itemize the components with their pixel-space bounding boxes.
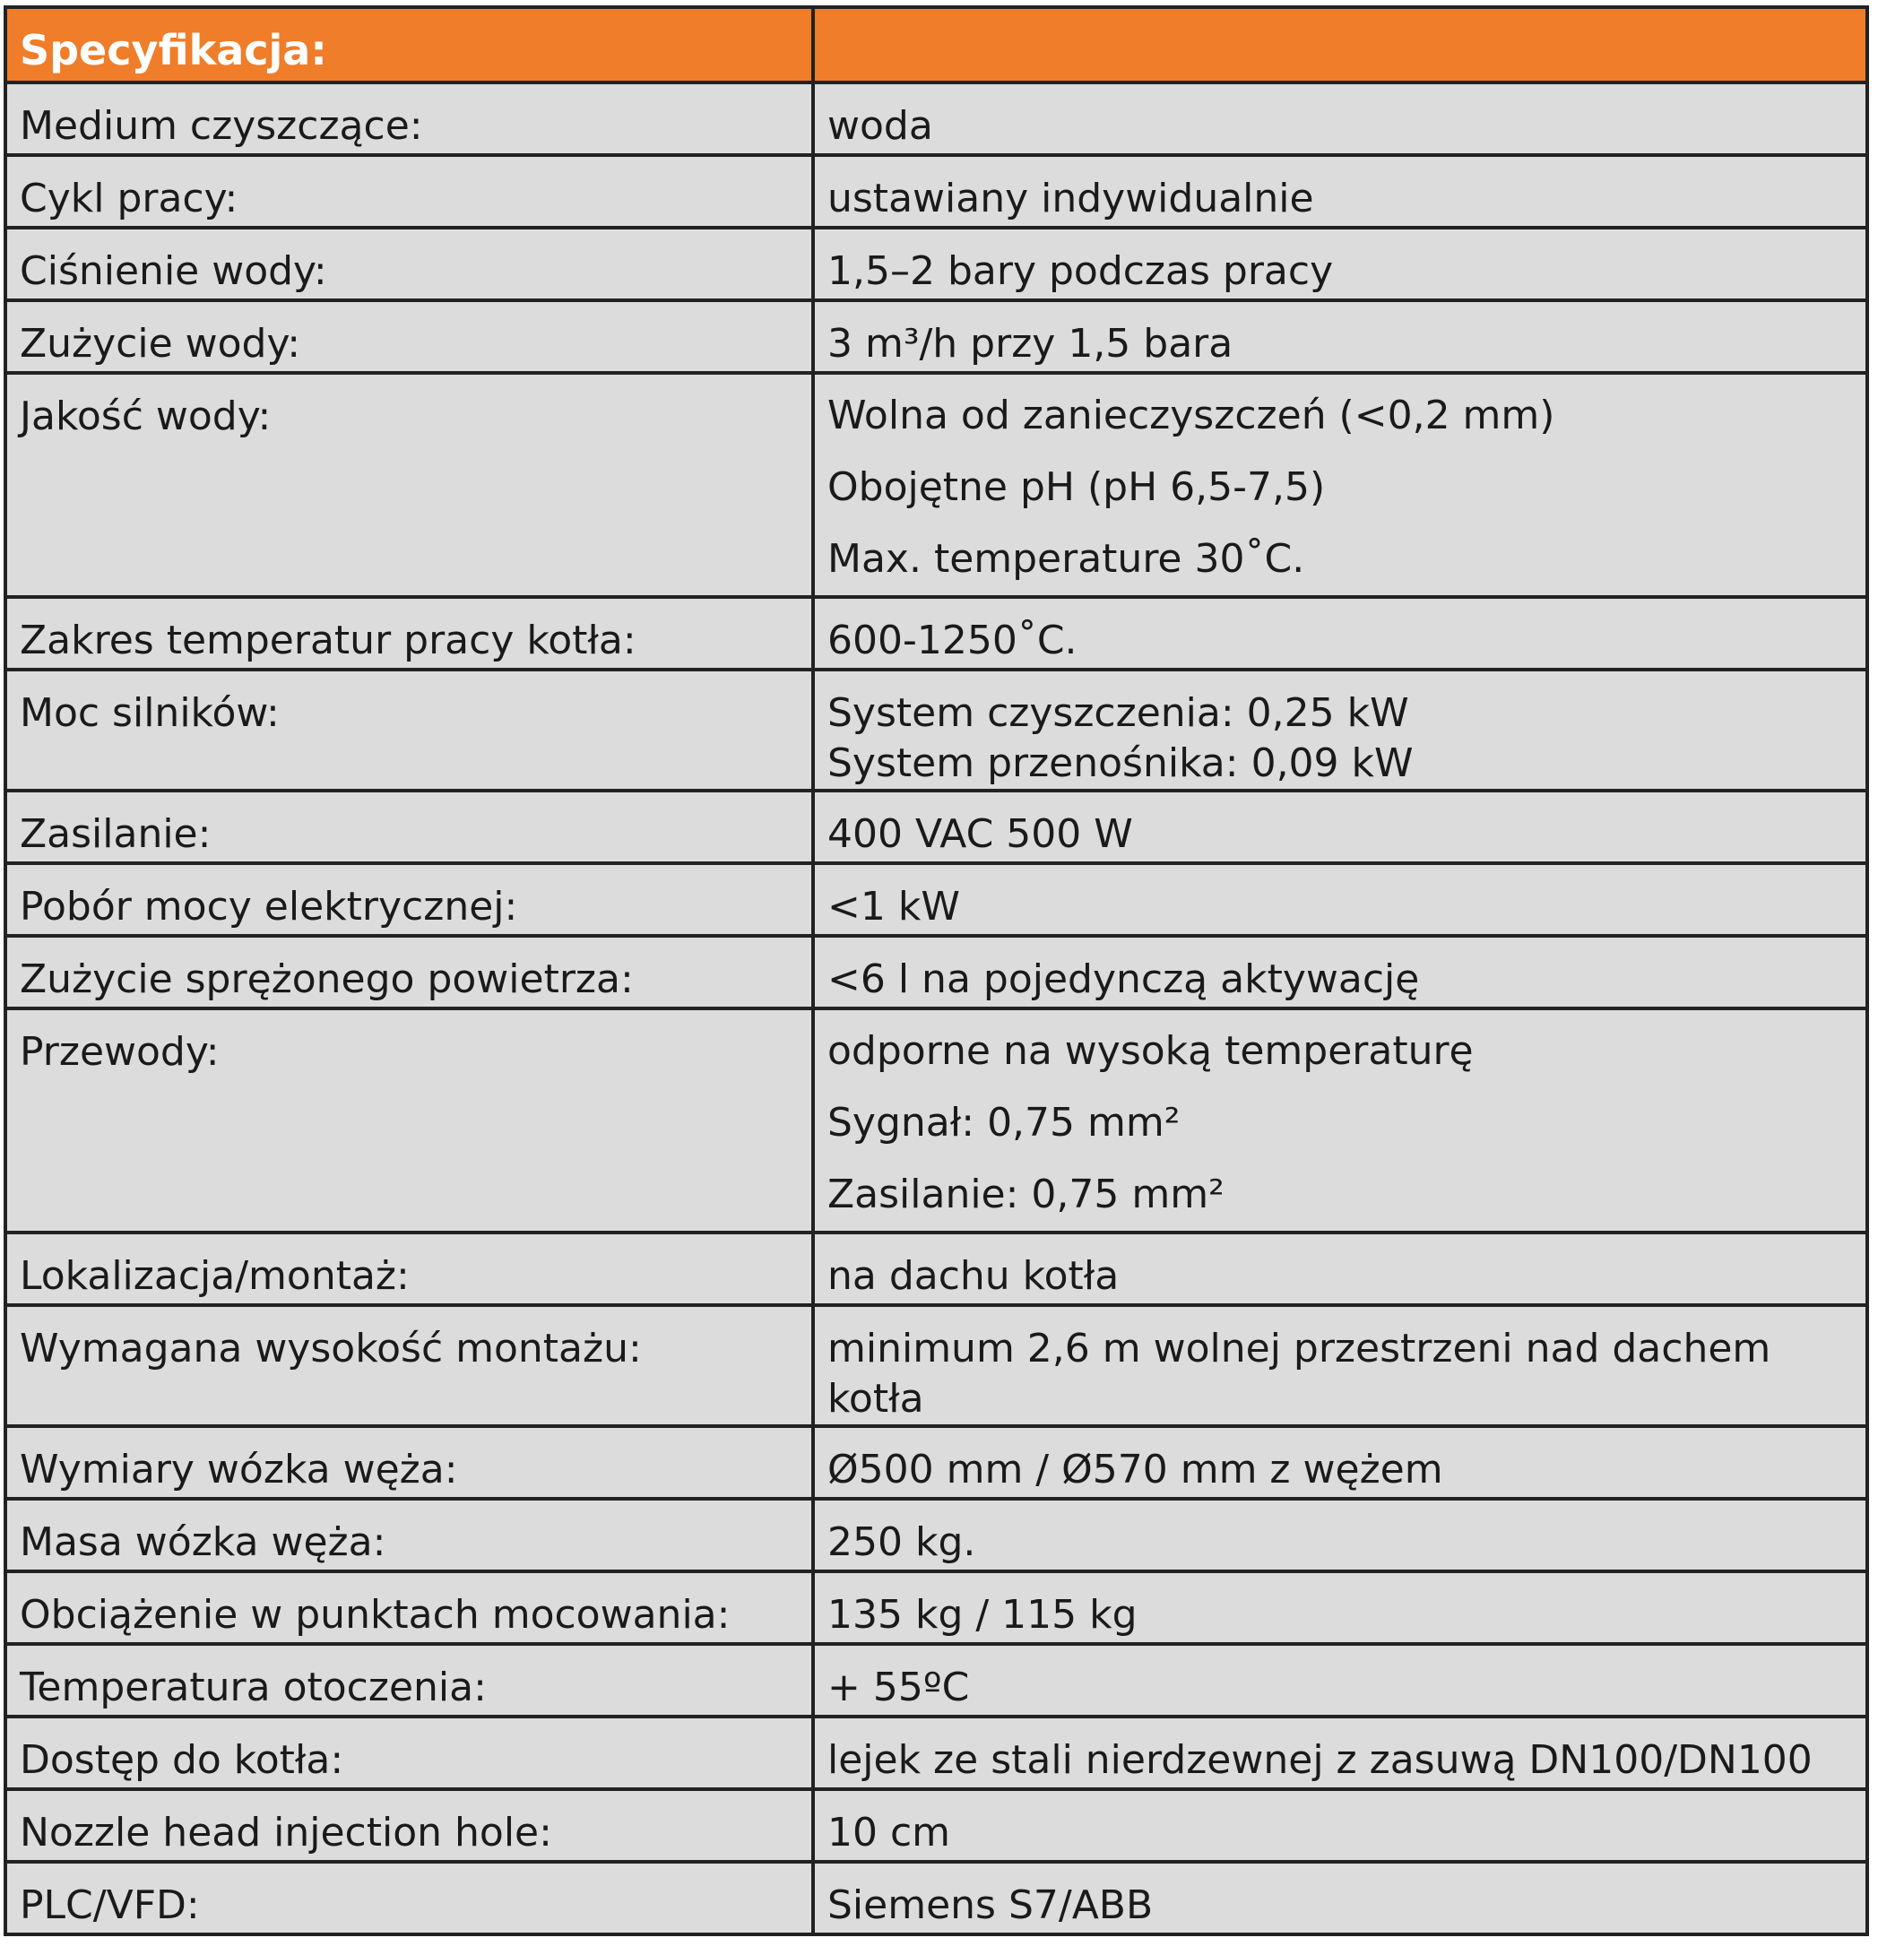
value-line: 135 kg / 115 kg xyxy=(827,1592,1138,1638)
row-label: Wymagana wysokość montażu: xyxy=(5,1305,813,1426)
value-line: minimum 2,6 m wolnej przestrzeni nad dachem xyxy=(827,1326,1771,1371)
value-line: 1,5–2 bary podczas pracy xyxy=(827,248,1334,294)
table-row xyxy=(5,228,1867,300)
table-row xyxy=(5,300,1867,373)
value-line: 600-1250˚C. xyxy=(827,618,1077,663)
row-value xyxy=(813,1426,1867,1499)
value-line: Siemens S7/ABB xyxy=(827,1882,1154,1928)
row-value xyxy=(813,597,1867,670)
value-line: + 55ºC xyxy=(827,1665,970,1710)
value-line: Ø500 mm / Ø570 mm z wężem xyxy=(827,1447,1443,1492)
table-row xyxy=(5,373,1867,597)
value-line: kotła xyxy=(827,1376,924,1422)
value-line: 3 m³/h przy 1,5 bara xyxy=(827,321,1233,367)
row-value xyxy=(813,1008,1867,1233)
row-label: Zasilanie: xyxy=(5,791,813,863)
table-row xyxy=(5,1644,1867,1717)
row-label: Wymiary wózka węża: xyxy=(5,1426,813,1499)
row-label: Przewody: xyxy=(5,1008,813,1233)
table-row xyxy=(5,936,1867,1008)
value-line: <6 l na pojedynczą aktywację xyxy=(827,956,1420,1002)
value-line: System czyszczenia: 0,25 kW xyxy=(827,690,1409,736)
row-value xyxy=(813,373,1867,597)
row-value xyxy=(813,1499,1867,1571)
row-label: Moc silników: xyxy=(5,670,813,791)
value-line: System przenośnika: 0,09 kW xyxy=(827,740,1414,786)
value-line: woda xyxy=(827,103,933,149)
row-value xyxy=(813,936,1867,1008)
row-label: Masa wózka węża: xyxy=(5,1499,813,1571)
row-label: Lokalizacja/montaż: xyxy=(5,1233,813,1305)
value-line: Max. temperature 30˚C. xyxy=(827,536,1305,582)
row-label: Temperatura otoczenia: xyxy=(5,1644,813,1717)
row-value xyxy=(813,1717,1867,1789)
table-header-row xyxy=(5,7,1867,82)
table-row xyxy=(5,1305,1867,1426)
value-line: lejek ze stali nierdzewnej z zasuwą DN100/DN100 xyxy=(827,1737,1813,1783)
table-row xyxy=(5,791,1867,863)
value-line: ustawiany indywidualnie xyxy=(827,176,1314,221)
row-value xyxy=(813,1233,1867,1305)
value-line: Obojętne pH (pH 6,5-7,5) xyxy=(827,464,1326,510)
row-value xyxy=(813,1571,1867,1644)
row-value xyxy=(813,1789,1867,1862)
table-row xyxy=(5,863,1867,936)
table-row xyxy=(5,1426,1867,1499)
row-label: Zużycie sprężonego powietrza: xyxy=(5,936,813,1008)
row-label: Obciążenie w punktach mocowania: xyxy=(5,1571,813,1644)
row-value xyxy=(813,82,1867,155)
table-row xyxy=(5,597,1867,670)
row-label: Nozzle head injection hole: xyxy=(5,1789,813,1862)
table-title: Specyfikacja: xyxy=(5,7,813,82)
value-line: Wolna od zanieczyszczeń (<0,2 mm) xyxy=(827,393,1555,438)
value-line: na dachu kotła xyxy=(827,1253,1120,1299)
row-label: Zużycie wody: xyxy=(5,300,813,373)
table-row xyxy=(5,670,1867,791)
table-row xyxy=(5,1233,1867,1305)
row-label: Pobór mocy elektrycznej: xyxy=(5,863,813,936)
row-value xyxy=(813,1305,1867,1426)
row-value xyxy=(813,670,1867,791)
row-value xyxy=(813,300,1867,373)
table-header-empty-cell xyxy=(813,7,1867,82)
row-label: Ciśnienie wody: xyxy=(5,228,813,300)
row-label: PLC/VFD: xyxy=(5,1862,813,1934)
value-line: <1 kW xyxy=(827,884,960,930)
row-value xyxy=(813,863,1867,936)
row-label: Medium czyszczące: xyxy=(5,82,813,155)
table-row xyxy=(5,82,1867,155)
table-row xyxy=(5,1008,1867,1233)
row-value xyxy=(813,1862,1867,1934)
value-line: 400 VAC 500 W xyxy=(827,811,1133,857)
row-label: Jakość wody: xyxy=(5,373,813,597)
table-row xyxy=(5,1717,1867,1789)
value-line: 10 cm xyxy=(827,1810,951,1856)
specification-table xyxy=(4,5,1869,1936)
value-line: Zasilanie: 0,75 mm² xyxy=(827,1172,1225,1217)
table-row xyxy=(5,1499,1867,1571)
table-row xyxy=(5,1571,1867,1644)
value-line: 250 kg. xyxy=(827,1519,976,1565)
row-label: Zakres temperatur pracy kotła: xyxy=(5,597,813,670)
row-value xyxy=(813,791,1867,863)
row-label: Dostęp do kotła: xyxy=(5,1717,813,1789)
table-row xyxy=(5,155,1867,228)
row-label: Cykl pracy: xyxy=(5,155,813,228)
value-line: odporne na wysoką temperaturę xyxy=(827,1028,1474,1074)
value-line: Sygnał: 0,75 mm² xyxy=(827,1100,1181,1146)
row-value xyxy=(813,1644,1867,1717)
row-value xyxy=(813,228,1867,300)
table-row xyxy=(5,1789,1867,1862)
row-value xyxy=(813,155,1867,228)
table-row xyxy=(5,1862,1867,1934)
